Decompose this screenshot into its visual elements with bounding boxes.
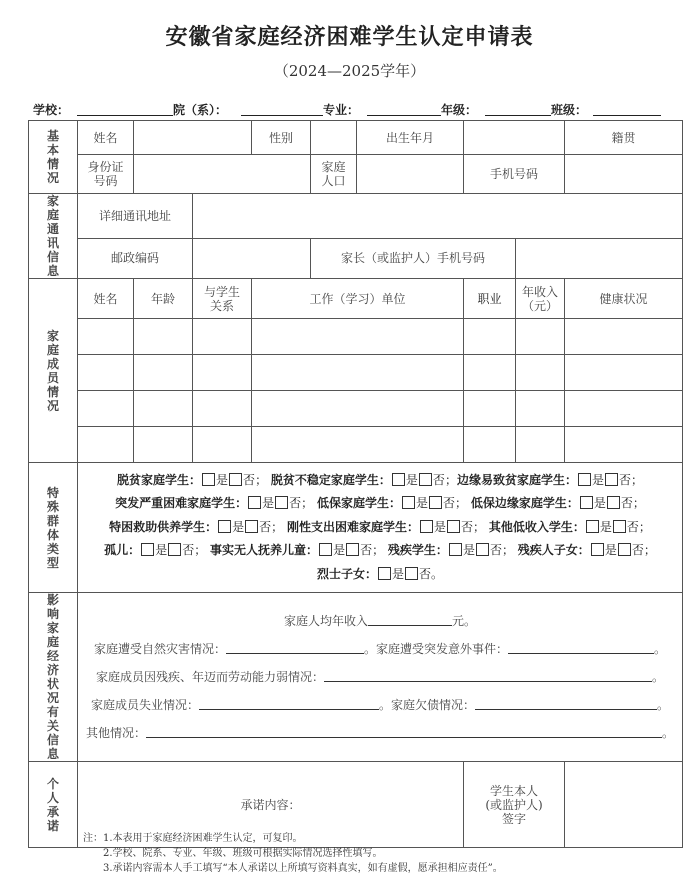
family-section: 家庭成员情况 — [29, 279, 78, 463]
disability-field[interactable] — [324, 669, 652, 682]
phone-cell[interactable] — [565, 155, 683, 194]
member-job-header: 职业 — [464, 279, 516, 319]
member-work-header: 工作（学习）单位 — [252, 279, 464, 319]
class-field[interactable] — [593, 115, 661, 116]
college-field[interactable] — [241, 115, 323, 116]
note-item: 3.承诺内容需本人手工填写“本人承诺以上所填写资料真实，如有虚假，愿承担相应责任”。 — [103, 863, 503, 874]
other-label: 其他情况： — [86, 726, 147, 740]
address-cell[interactable] — [193, 194, 683, 239]
name-cell[interactable] — [134, 121, 252, 155]
accident-label: 家庭遭受突发意外事件： — [376, 642, 509, 656]
debt-field[interactable] — [475, 697, 657, 710]
table-row — [29, 427, 683, 463]
unemployment-field[interactable] — [199, 697, 379, 710]
checkbox-no[interactable] — [346, 543, 359, 556]
economic-factors-fields: 家庭人均年收入 元。 家庭遭受自然灾害情况： 。家庭遭受突发意外事件： 。 家庭成员因残疾、年迈而劳动能力弱情况： 。 家庭成员失业情况： 。家庭欠债情况： 。 其他情况： 。 — [78, 593, 683, 762]
guardian-phone-cell[interactable] — [516, 238, 683, 278]
note-item: 2.学校、院系、专业、年级、班级可根据实际情况选择性填写。 — [103, 848, 383, 859]
checkbox-no[interactable] — [605, 473, 618, 486]
table-row — [29, 319, 683, 355]
unemployment-label: 家庭成员失业情况： — [90, 698, 199, 712]
debt-label: 家庭欠债情况： — [391, 698, 476, 712]
class-label: 班级： — [551, 103, 588, 117]
checkbox-no[interactable] — [613, 520, 626, 533]
checkbox-no[interactable] — [429, 496, 442, 509]
checkbox-no[interactable] — [168, 543, 181, 556]
checkbox-no[interactable] — [607, 496, 620, 509]
grade-label: 年级： — [441, 103, 478, 117]
school-field[interactable] — [77, 115, 173, 116]
table-row — [29, 391, 683, 427]
special-group-options: 脱贫家庭学生： 是 否； 脱贫不稳定家庭学生： 是 否；边缘易致贫家庭学生： 是 否； 突发严重困难家庭学生： 是 否； 低保家庭学生： 是 否； 低保边缘家庭学生： 是 否； 特困救助供养学生： 是 否； 刚性支出困难家庭学生： 是 否； 其他低收入学生： 是 否； 孤儿： 是 否； 事实无人抚养儿童： 是 否； 残疾学生： 是 否； 残疾人子女： 是 否； 烈士子女： 是 否。 — [78, 463, 683, 593]
academic-year: （2024—2025学年） — [273, 62, 426, 80]
contact-section: 家庭通讯信息 — [29, 194, 78, 279]
notes — [83, 831, 503, 876]
checkbox-yes[interactable] — [202, 473, 215, 486]
member-name-header: 姓名 — [78, 279, 134, 319]
checkbox-yes[interactable] — [420, 520, 433, 533]
special-group-section: 特殊群体类型 — [29, 463, 78, 593]
signature-cell[interactable] — [565, 762, 683, 848]
checkbox-yes[interactable] — [392, 473, 405, 486]
checkbox-yes[interactable] — [248, 496, 261, 509]
birth-cell[interactable] — [464, 121, 565, 155]
promise-section: 个人承诺 — [29, 762, 78, 848]
member-relation-header: 与学生 关系 — [193, 279, 252, 319]
guardian-phone-label: 家长（或监护人）手机号码 — [311, 238, 516, 278]
birth-label: 出生年月 — [357, 121, 464, 155]
college-label: 院（系）： — [173, 103, 228, 117]
checkbox-yes[interactable] — [402, 496, 415, 509]
table-row — [29, 355, 683, 391]
signature-label: 学生本人 (或监护人) 签字 — [464, 762, 565, 848]
checkbox-no[interactable] — [476, 543, 489, 556]
checkbox-no[interactable] — [618, 543, 631, 556]
application-form — [28, 120, 683, 848]
checkbox-no[interactable] — [229, 473, 242, 486]
checkbox-yes[interactable] — [449, 543, 462, 556]
id-label: 身份证 号码 — [78, 155, 134, 194]
hukou-label: 家庭 人口 — [311, 155, 357, 194]
checkbox-no[interactable] — [419, 473, 432, 486]
income-field[interactable] — [368, 613, 452, 626]
major-label: 专业： — [323, 103, 360, 117]
checkbox-no[interactable] — [405, 567, 418, 580]
basic-info-section: 基本情况 — [29, 121, 78, 194]
checkbox-no[interactable] — [447, 520, 460, 533]
checkbox-no[interactable] — [245, 520, 258, 533]
gender-cell[interactable] — [311, 121, 357, 155]
checkbox-yes[interactable] — [580, 496, 593, 509]
hukou-cell[interactable] — [357, 155, 464, 194]
checkbox-yes[interactable] — [319, 543, 332, 556]
school-label: 学校： — [33, 103, 70, 117]
gender-label: 性别 — [252, 121, 311, 155]
notes-prefix: 注： — [83, 833, 103, 844]
postcode-cell[interactable] — [193, 238, 311, 278]
checkbox-no[interactable] — [275, 496, 288, 509]
member-age-header: 年龄 — [134, 279, 193, 319]
name-label: 姓名 — [78, 121, 134, 155]
major-field[interactable] — [367, 115, 441, 116]
id-cell[interactable] — [134, 155, 311, 194]
page-title: 安徽省家庭经济困难学生认定申请表 — [165, 24, 534, 50]
checkbox-yes[interactable] — [378, 567, 391, 580]
phone-label: 手机号码 — [464, 155, 565, 194]
disaster-label: 家庭遭受自然灾害情况： — [93, 642, 226, 656]
disaster-field[interactable] — [226, 641, 364, 654]
income-unit: 元。 — [452, 614, 477, 628]
member-income-header: 年收入 （元） — [516, 279, 565, 319]
checkbox-yes[interactable] — [586, 520, 599, 533]
other-field[interactable] — [146, 725, 662, 738]
native-label: 籍贯 — [565, 121, 683, 155]
economic-factors-section: 影响家庭经济状况有关信息 — [29, 593, 78, 762]
income-label: 家庭人均年收入 — [284, 614, 369, 628]
member-health-header: 健康状况 — [565, 279, 683, 319]
checkbox-yes[interactable] — [141, 543, 154, 556]
grade-field[interactable] — [485, 115, 551, 116]
checkbox-yes[interactable] — [591, 543, 604, 556]
accident-field[interactable] — [508, 641, 654, 654]
address-label: 详细通讯地址 — [78, 194, 193, 239]
postcode-label: 邮政编码 — [78, 238, 193, 278]
checkbox-yes[interactable] — [218, 520, 231, 533]
checkbox-yes[interactable] — [578, 473, 591, 486]
disability-label: 家庭成员因残疾、年迈而劳动能力弱情况： — [96, 670, 325, 684]
promise-content[interactable]: 承诺内容： — [78, 762, 464, 848]
note-item: 1.本表用于家庭经济困难学生认定，可复印。 — [103, 833, 303, 844]
